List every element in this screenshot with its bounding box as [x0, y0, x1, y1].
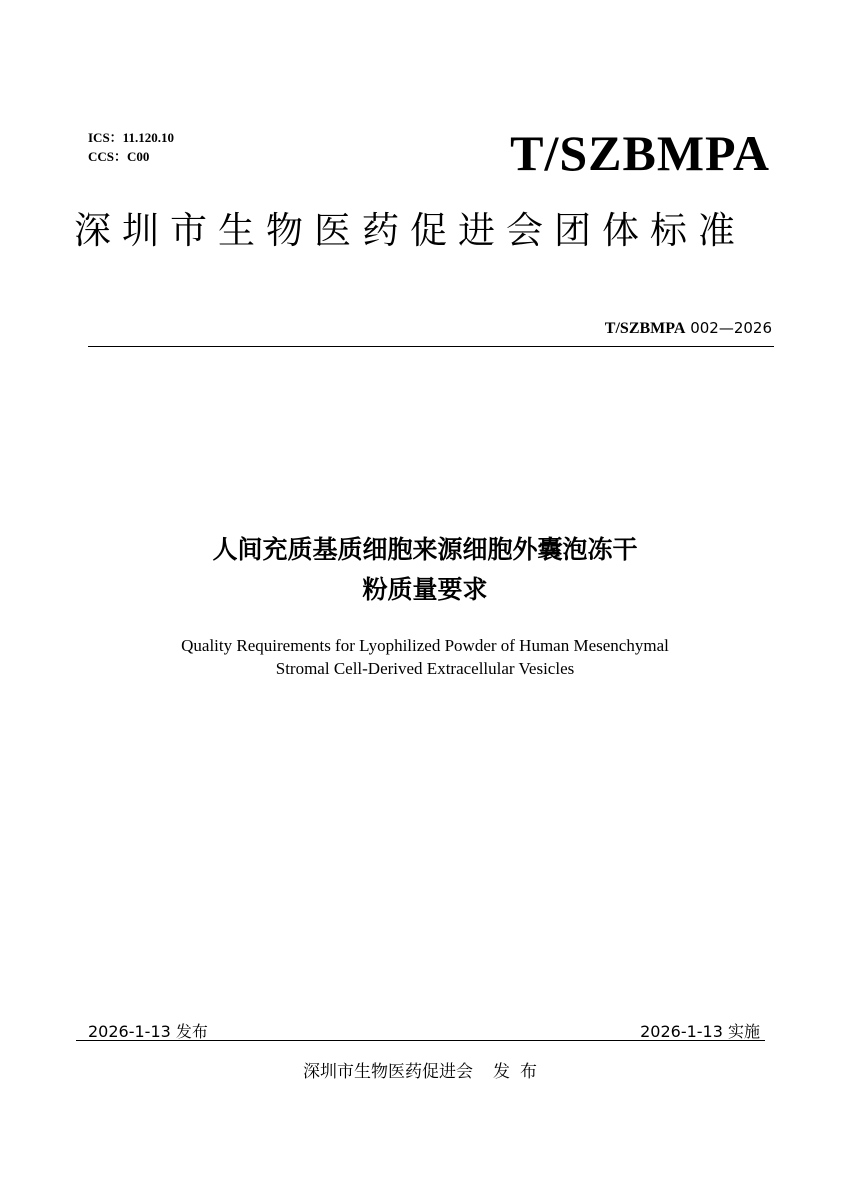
chinese-title-line-1: 人间充质基质细胞来源细胞外囊泡冻干: [212, 535, 638, 564]
classification-codes: [88, 128, 174, 166]
chinese-title-line-2: 粉质量要求: [362, 575, 488, 604]
english-title-line-2: Stromal Cell-Derived Extracellular Vesicles: [275, 659, 575, 678]
standard-number-prefix: T/SZBMPA: [604, 320, 686, 337]
publish-date: 2026-1-13 发布: [88, 1022, 208, 1041]
issuer-name: 深圳市生物医药促进会: [303, 1062, 473, 1082]
standard-type-heading: 深圳市生物医药促进会团体标准: [74, 209, 746, 252]
ccs-code: CCS：C00: [88, 149, 150, 164]
standard-number: [605, 319, 772, 338]
chinese-title: [0, 530, 850, 610]
english-title: [0, 634, 850, 680]
ics-code: ICS：11.120.10: [88, 130, 174, 145]
english-title-line-1: Quality Requirements for Lyophilized Powder of Human Mesenchymal: [181, 636, 669, 655]
issue-action: 发布: [493, 1062, 547, 1082]
implement-date: 2026-1-13 实施: [640, 1022, 760, 1041]
top-divider: [88, 346, 774, 347]
standard-number-value: 002—2026: [690, 319, 772, 337]
organization-code: T/SZBMPA: [510, 125, 770, 181]
issuer-line: [0, 1057, 850, 1082]
bottom-divider: [76, 1040, 765, 1041]
